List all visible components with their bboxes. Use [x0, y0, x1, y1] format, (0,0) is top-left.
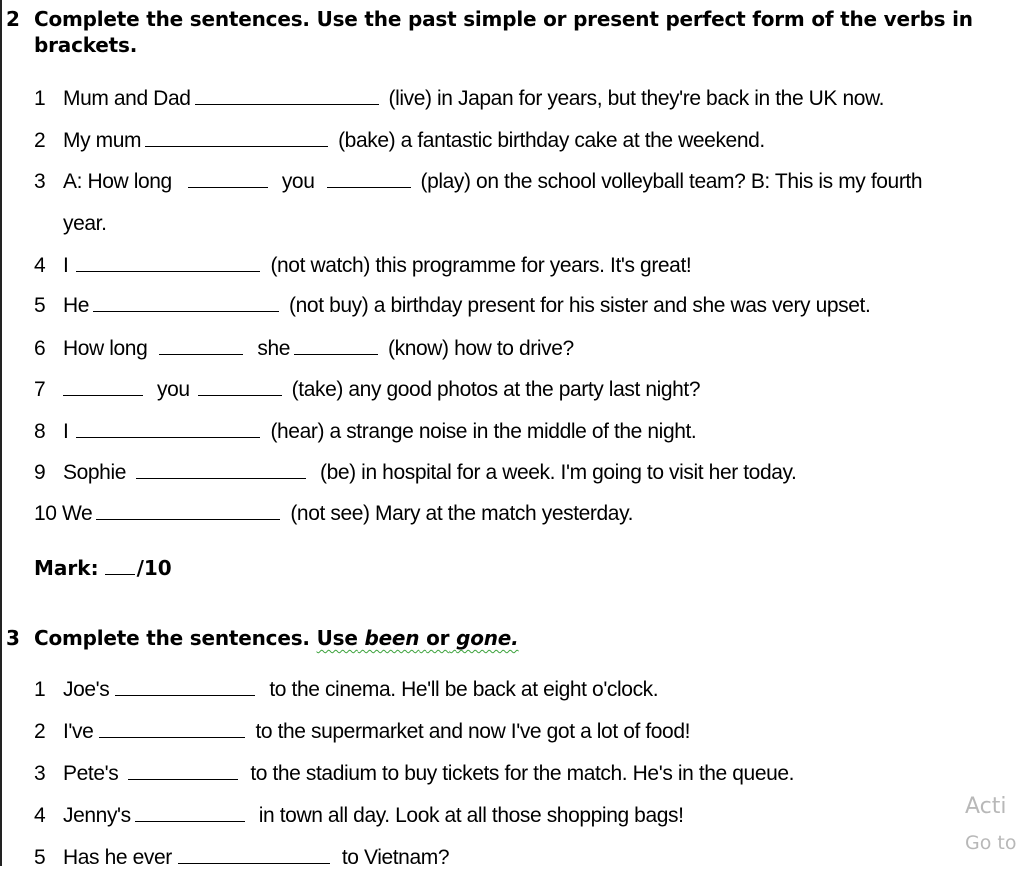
answer-blank[interactable] — [96, 501, 280, 520]
exercise-3-item-3: 3 Pete's to the stadium to buy tickets for the match. He's in the queue. — [34, 762, 795, 785]
mark-score: Mark: /10 — [34, 556, 172, 580]
exercise-2-item-4: 4 I (not watch) this programme for years. It's great! — [34, 254, 692, 277]
answer-blank[interactable] — [178, 845, 330, 864]
exercise-3-item-2: 2 I've to the supermarket and now I've got a lot of food! — [34, 720, 691, 743]
answer-blank[interactable] — [115, 677, 255, 696]
answer-blank[interactable] — [195, 86, 379, 105]
answer-blank[interactable] — [135, 803, 245, 822]
exercise-2-item-7: 7 you (take) any good photos at the party last night? — [34, 378, 701, 401]
exercise-2-item-3-continued: year. — [63, 212, 107, 235]
mark-blank[interactable] — [105, 558, 135, 575]
answer-blank[interactable] — [198, 377, 282, 396]
exercise-2-item-3: 3 A: How long you (play) on the school volleyball team? B: This is my fourth — [34, 170, 923, 193]
exercise-2-heading — [6, 6, 973, 58]
exercise-2-item-8: 8 I (hear) a strange noise in the middle of the night. — [34, 420, 697, 443]
exercise-2-instruction-line2: brackets. — [34, 33, 138, 57]
exercise-3-item-4: 4 Jenny's in town all day. Look at all those shopping bags! — [34, 804, 684, 827]
exercise-2-instruction-line1: Complete the sentences. Use the past simple or present perfect form of the verbs in — [34, 7, 973, 31]
answer-blank[interactable] — [99, 719, 245, 738]
exercise-3-heading: 3 Complete the sentences. Use been or gone. — [6, 626, 519, 650]
answer-blank[interactable] — [128, 761, 238, 780]
answer-blank[interactable] — [136, 460, 306, 479]
exercise-3-item-1: 1 Joe's to the cinema. He'll be back at eight o'clock. — [34, 678, 659, 701]
exercise-3-item-5: 5 Has he ever to Vietnam? — [34, 846, 450, 869]
exercise-2-item-5: 5 He (not buy) a birthday present for his sister and she was very upset. — [34, 294, 871, 317]
answer-blank[interactable] — [145, 128, 328, 147]
answer-blank[interactable] — [294, 336, 378, 355]
answer-blank[interactable] — [327, 169, 411, 188]
answer-blank[interactable] — [63, 377, 143, 396]
answer-blank[interactable] — [188, 169, 268, 188]
exercise-2-number: 2 — [6, 7, 20, 31]
page-left-border — [0, 0, 2, 866]
exercise-2-item-6: 6 How long she (know) how to drive? — [34, 337, 574, 360]
exercise-2-item-9: 9 Sophie (be) in hospital for a week. I'm going to visit her today. — [34, 461, 797, 484]
answer-blank[interactable] — [159, 336, 243, 355]
activation-watermark-line1: Acti — [965, 794, 1007, 819]
answer-blank[interactable] — [93, 293, 279, 312]
answer-blank[interactable] — [76, 419, 260, 438]
grammar-squiggle: Use been or gone. — [316, 626, 519, 650]
exercise-2-item-2: 2 My mum (bake) a fantastic birthday cake at the weekend. — [34, 129, 765, 152]
exercise-2-item-1: 1 Mum and Dad (live) in Japan for years, but they're back in the UK now. — [34, 87, 885, 110]
exercise-3-number: 3 — [6, 626, 20, 650]
exercise-2-item-10: 10 We (not see) Mary at the match yesterday. — [34, 502, 634, 525]
answer-blank[interactable] — [76, 253, 260, 272]
activation-watermark-line2: Go to — [965, 832, 1017, 854]
